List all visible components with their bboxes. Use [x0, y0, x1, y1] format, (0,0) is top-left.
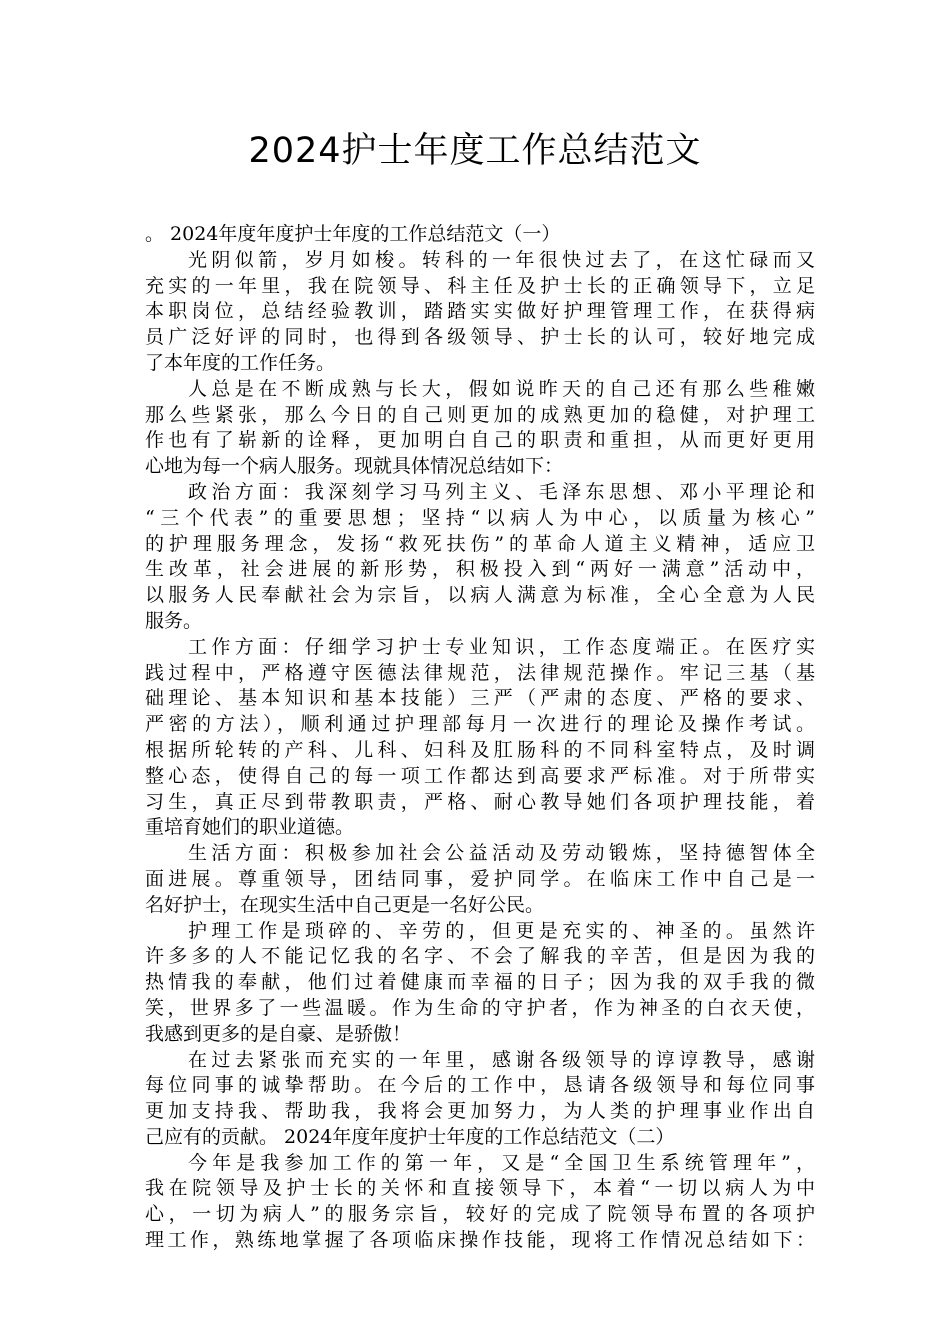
text-line: 的护理服务理念，发扬“救死扶伤”的革命人道主义精神，适应卫 [145, 532, 815, 555]
text-line: 许多多的人不能记忆我的名字、不会了解我的辛苦，但是因为我的 [145, 945, 815, 968]
text-line: 习生，真正尽到带教职责，严格、耐心教导她们各项护理技能，着 [145, 790, 815, 813]
text-line: 员广泛好评的同时，也得到各级领导、护士长的认可，较好地完成 [145, 326, 815, 349]
text-line: 面进展。尊重领导，团结同事，爱护同学。在临床工作中自己是一 [145, 867, 815, 890]
text-line: 工作方面：仔细学习护士专业知识，工作态度端正。在医疗实 [188, 635, 815, 658]
text-line: 在过去紧张而充实的一年里，感谢各级领导的谆谆教导，感谢 [188, 1048, 815, 1071]
text-line: 生改革，社会进展的新形势，积极投入到“两好一满意”活动中， [145, 558, 815, 581]
text-line: 己应有的贡献。 2024年度年度护士年度的工作总结范文（二） [145, 1125, 675, 1148]
document-body [145, 222, 815, 1254]
text-line: 心地为每一个病人服务。现就具体情况总结如下： [145, 455, 564, 478]
text-line: 光阴似箭，岁月如梭。转科的一年很快过去了，在这忙碌而又 [188, 248, 815, 271]
text-line: 名好护士，在现实生活中自己更是一名好公民。 [145, 893, 545, 916]
text-line: 充实的一年里，我在院领导、科主任及护士长的正确领导下，立足 [145, 274, 815, 297]
text-line: 我感到更多的是自豪、是骄傲！ [145, 1022, 412, 1045]
text-line: 根据所轮转的产科、儿科、妇科及肛肠科的不同科室特点，及时调 [145, 738, 815, 761]
text-line: 每位同事的诚挚帮助。在今后的工作中，恳请各级领导和每位同事 [145, 1074, 815, 1097]
text-line: 今年是我参加工作的第一年，又是“全国卫生系统管理年”， [188, 1151, 815, 1174]
text-line: 笑，世界多了一些温暖。作为生命的守护者，作为神圣的白衣天使， [145, 996, 815, 1019]
text-line: 更加支持我、帮助我，我将会更加努力，为人类的护理事业作出自 [145, 1100, 815, 1123]
text-line: 本职岗位，总结经验教训，踏踏实实做好护理管理工作，在获得病 [145, 300, 815, 323]
text-line: 服务。 [145, 609, 203, 632]
text-line: 以服务人民奉献社会为宗旨，以病人满意为标准，全心全意为人民 [145, 584, 815, 607]
text-line: 心，一切为病人”的服务宗旨，较好的完成了院领导布置的各项护 [145, 1203, 815, 1226]
text-line: 作也有了崭新的诠释，更加明白自己的职责和重担，从而更好更用 [145, 429, 815, 452]
text-line: 严密的方法），顺利通过护理部每月一次进行的理论及操作考试。 [145, 713, 815, 736]
text-line: 生活方面：积极参加社会公益活动及劳动锻炼，坚持德智体全 [188, 842, 815, 865]
text-line: 人总是在不断成熟与长大，假如说昨天的自己还有那么些稚嫩 [188, 377, 815, 400]
text-line: 理工作，熟练地掌握了各项临床操作技能，现将工作情况总结如下： [145, 1229, 815, 1252]
text-line: 那么些紧张，那么今日的自己则更加的成熟更加的稳健，对护理工 [145, 403, 815, 426]
text-line: 政治方面：我深刻学习马列主义、毛泽东思想、邓小平理论和 [188, 480, 815, 503]
text-line: 。 2024年度年度护士年度的工作总结范文（一） [145, 223, 561, 245]
text-line: 重培育她们的职业道德。 [145, 816, 355, 839]
text-line: “三个代表”的重要思想；坚持“以病人为中心，以质量为核心” [145, 506, 815, 529]
document-title: 2024护士年度工作总结范文 [248, 131, 702, 171]
text-line: 热情我的奉献，他们过着健康而幸福的日子；因为我的双手我的微 [145, 971, 815, 994]
text-line: 础理论、基本知识和基本技能）三严（严肃的态度、严格的要求、 [145, 687, 815, 710]
text-line: 践过程中，严格遵守医德法律规范，法律规范操作。牢记三基（基 [145, 661, 815, 684]
text-line: 了本年度的工作任务。 [145, 351, 336, 374]
text-line: 护理工作是琐碎的、辛劳的，但更是充实的、神圣的。虽然许 [188, 919, 815, 942]
text-line: 我在院领导及护士长的关怀和直接领导下，本着“一切以病人为中 [145, 1177, 815, 1200]
text-line: 整心态，使得自己的每一项工作都达到高要求严标准。对于所带实 [145, 764, 815, 787]
